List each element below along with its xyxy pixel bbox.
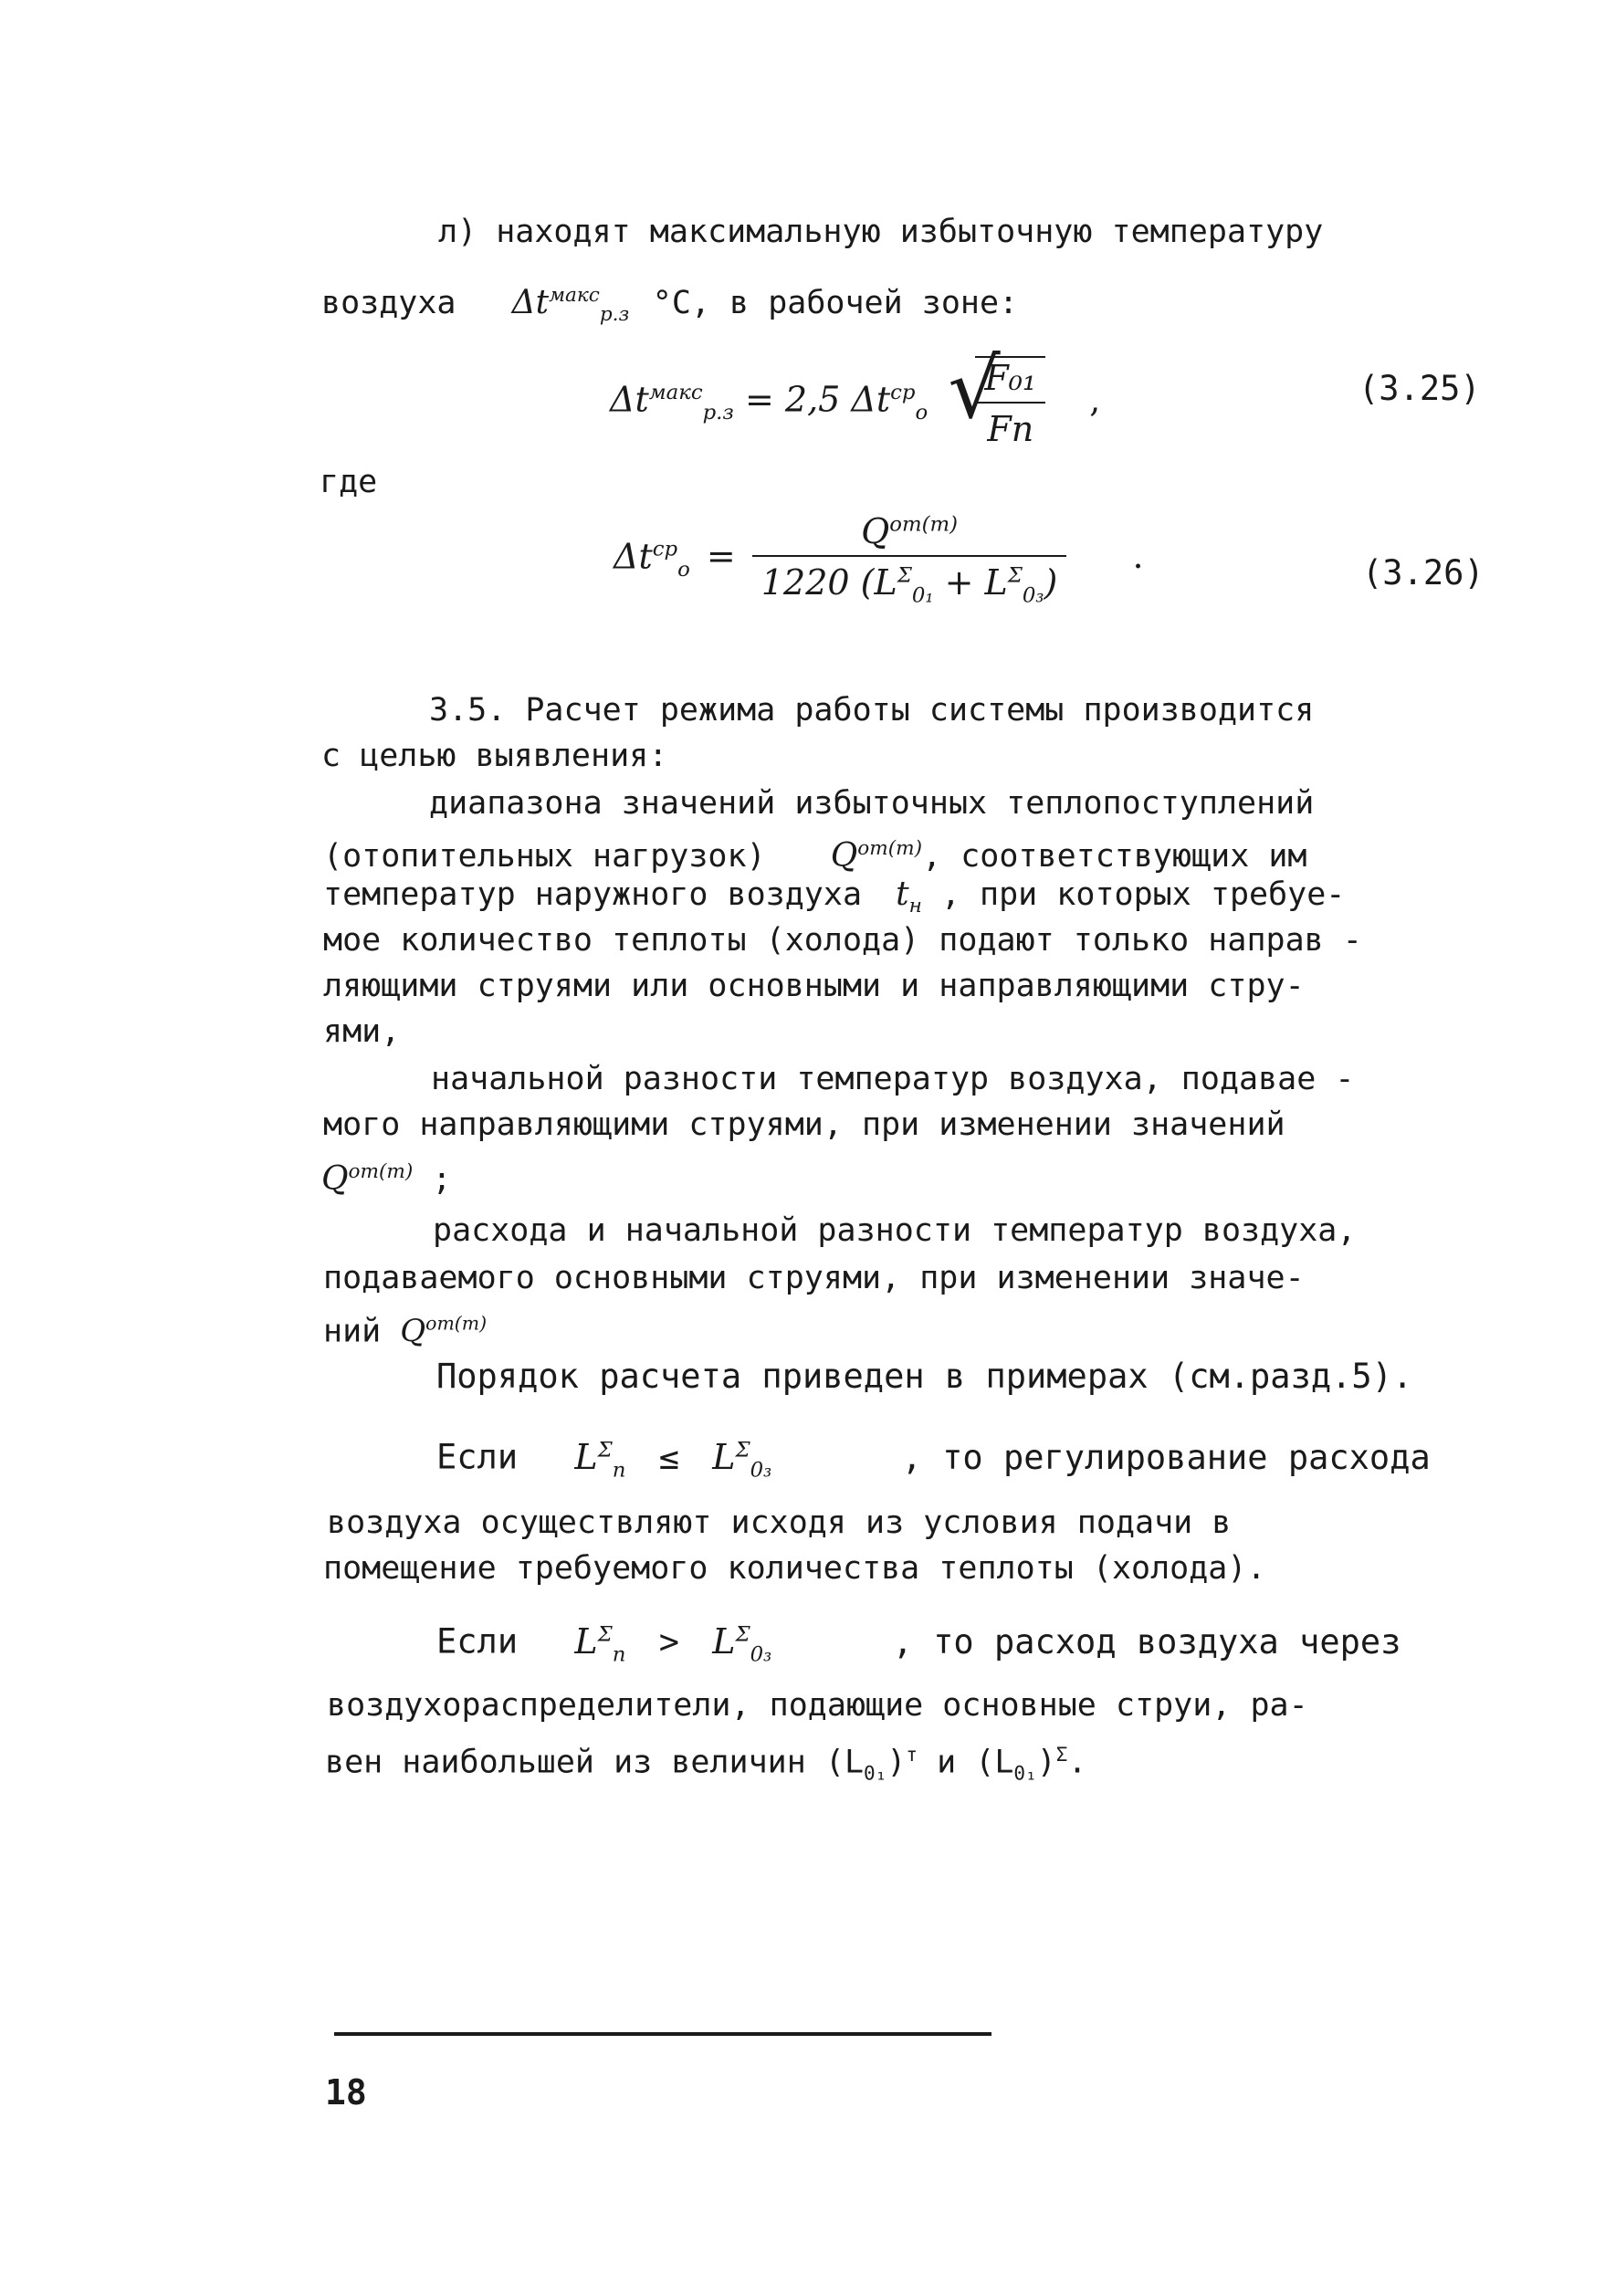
diff-para-line2: мого направляющими струями, при изменении значений xyxy=(323,1106,1285,1143)
order-line: Порядок расчета приведен в примерах (см.разд.5). xyxy=(436,1357,1413,1396)
range-para-line2: (отопительных нагрузок) $Q^{от(т)}$, соответствующих им xyxy=(323,837,1307,875)
where-label: где xyxy=(320,464,378,500)
section-35-line2: с целью выявления: xyxy=(321,738,668,774)
flow-para-line3: ний $Q^{от(т)}$ xyxy=(323,1313,488,1350)
if2-line3: вен наибольшей из величин $(L_{0_1})^т$ и $(L_{0_1})^\Sigma$. xyxy=(325,1744,1087,1785)
sqrt-symbol: √ $\frac{\text{F₀₁}}{Fп}$ xyxy=(951,356,1045,449)
range-para-line4: мое количество теплоты (холода) подают только направ - xyxy=(323,922,1362,959)
diff-para-line1: начальной разности температур воздуха, подавае - xyxy=(431,1061,1355,1097)
if2-line1: Если $L^\Sigma_п > L^\Sigma_{0_3}$ , то расход воздуха через xyxy=(436,1620,1401,1667)
paragraph-l-line2: воздуха $\Delta t^{макс}_{р.з}$ °C, в рабочей зоне: xyxy=(321,284,1019,327)
range-para-line3: температур наружного воздуха $t_н$ , при которых требуе- xyxy=(323,875,1346,918)
if1-line2: воздуха осуществляют исходя из условия подачи в xyxy=(327,1504,1232,1541)
section-35-line1: 3.5. Расчет режима работы системы производится xyxy=(429,692,1315,729)
fraction-3-26: $\frac{Q^{от(т)}}{1220 (L^\Sigma_{0_1} + L^\Sigma_{0_3})}$ xyxy=(752,511,1066,608)
range-para-line6: ями, xyxy=(323,1013,401,1050)
range-para-line5: ляющими струями или основными и направляющими стру- xyxy=(323,968,1305,1004)
delta-t-max-inline: $\Delta t^{макс}_{р.з}$ xyxy=(511,284,630,327)
if1-line3: помещение требуемого количества теплоты (холода). xyxy=(323,1550,1266,1587)
if1-line1: Если $L^\Sigma_п \le L^\Sigma_{0_3}$ , то регулирование расхода xyxy=(436,1436,1431,1483)
equation-number-3-26: (3.26) xyxy=(1362,553,1484,592)
footer-rule xyxy=(334,2032,991,2036)
flow-para-line1: расхода и начальной разности температур воздуха, xyxy=(433,1212,1357,1249)
diff-para-line3: $Q^{от(т)}$ ; xyxy=(321,1160,452,1198)
equation-3-25: $\Delta t^{макс}_{р.з} = 2,5$ $\Delta t^{ср}_о$ √ $\frac{\text{F₀₁}}{Fп}$ , xyxy=(610,356,1100,449)
paragraph-l-line1: л) находят максимальную избыточную температуру xyxy=(438,214,1324,250)
page-number: 18 xyxy=(325,2072,367,2113)
range-para-line1: диапазона значений избыточных теплопоступлений xyxy=(429,785,1315,822)
equation-number-3-25: (3.25) xyxy=(1358,369,1481,408)
flow-para-line2: подаваемого основными струями, при изменении значе- xyxy=(323,1260,1305,1296)
equation-3-26: $\Delta t^{ср}_о$ = $\frac{Q^{от(т)}}{1220 (L^\Sigma_{0_1} + L^\Sigma_{0_3})}$ . xyxy=(614,511,1144,608)
if2-line2: воздухораспределители, подающие основные струи, ра- xyxy=(327,1687,1308,1724)
